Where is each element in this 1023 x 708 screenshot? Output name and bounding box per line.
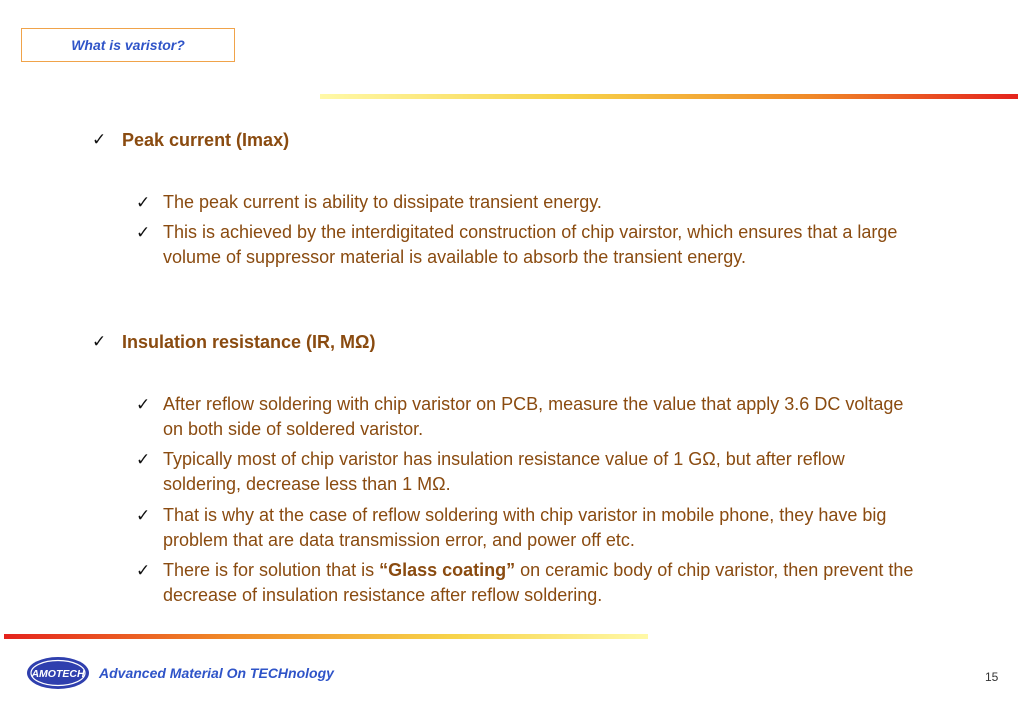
bullet-text (163, 558, 926, 608)
checkmark-icon: ✓ (136, 395, 151, 414)
bullet-text: This is achieved by the interdigitated construction of chip vairstor, which ensures that a large volume of suppressor material is available to absorb the transient energy. (163, 222, 898, 267)
bullet-text: That is why at the case of reflow soldering with chip varistor in mobile phone, they have big problem that are data transmission error, and power off etc. (163, 505, 887, 550)
bullet-text-prefix: There is for solution that is (163, 560, 380, 580)
bullet-text: After reflow soldering with chip varistor on PCB, measure the value that apply 3.6 DC voltage on both side of soldered varistor. (163, 394, 904, 439)
bullet-item (136, 220, 926, 270)
bullet-item (136, 190, 926, 215)
glass-coating-emphasis: “Glass coating” (379, 560, 516, 580)
checkmark-icon: ✓ (136, 450, 151, 469)
bullet-item (136, 558, 926, 608)
bottom-gradient-bar (4, 634, 648, 639)
bullet-text-suffix: on ceramic body of chip varistor, then prevent the decrease of insulation resistance after reflow soldering. (163, 560, 914, 605)
bullet-text: Typically most of chip varistor has insulation resistance value of 1 GΩ, but after reflow soldering, decrease less than 1 MΩ. (163, 449, 845, 494)
page-number: 15 (985, 670, 999, 684)
bullet-item (136, 392, 926, 442)
checkmark-icon: ✓ (136, 223, 151, 242)
checkmark-icon: ✓ (92, 332, 107, 351)
logo-text: AMOTECH (31, 668, 85, 680)
checkmark-icon: ✓ (136, 193, 151, 212)
heading-text: Insulation resistance (IR, MΩ) (122, 332, 376, 352)
bullet-item (136, 503, 926, 553)
bullet-item (136, 447, 926, 497)
heading-text: Peak current (Imax) (122, 130, 290, 150)
checkmark-icon: ✓ (136, 561, 151, 580)
amotech-logo (26, 656, 90, 690)
bullet-text: The peak current is ability to dissipate transient energy. (163, 192, 602, 212)
slide-title: What is varistor? (71, 37, 185, 53)
company-tagline: Advanced Material On TECHnology (99, 665, 334, 681)
checkmark-icon: ✓ (136, 506, 151, 525)
checkmark-icon: ✓ (92, 130, 107, 149)
